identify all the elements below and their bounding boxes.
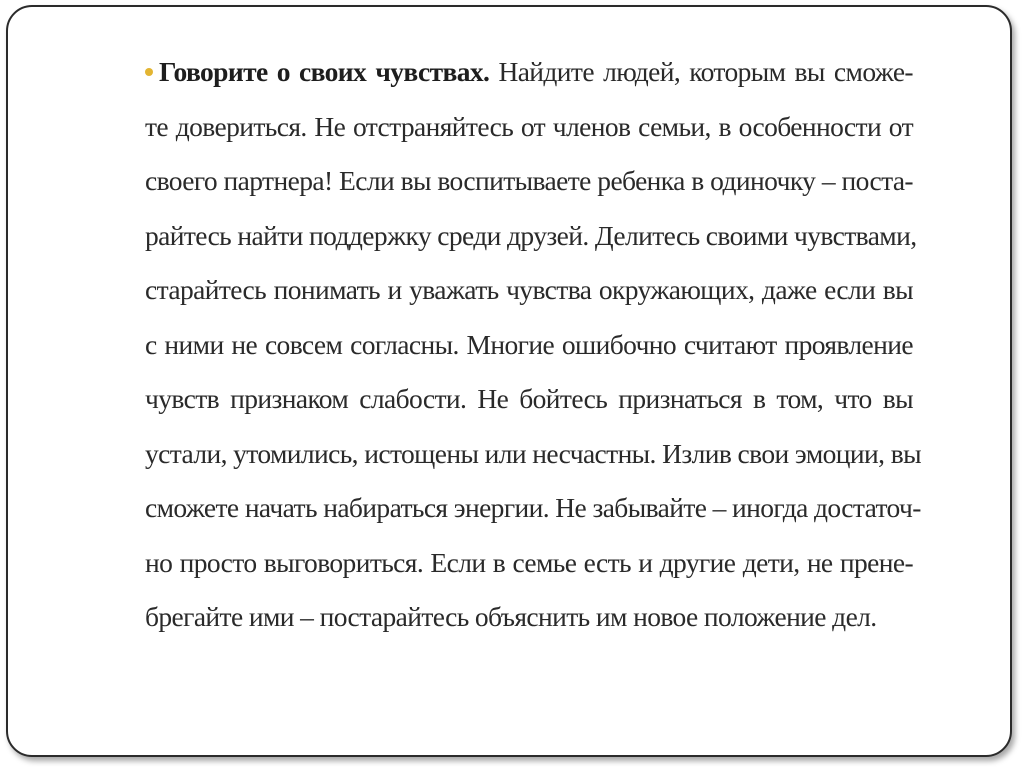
paragraph-line: сможете начать набираться энергии. Не забывайте – иногда достаточ- <box>145 492 921 523</box>
paragraph-line: те довериться. Не отстраняйтесь от членов семьи, в особенности от <box>145 110 913 142</box>
paragraph-line-1-text: Найдите людей, которым вы сможе- <box>498 56 913 87</box>
paragraph-heading: Говорите о своих чувствах. <box>159 56 490 87</box>
paragraph-line: устали, утомились, истощены или несчастны. Излив свои эмоции, вы <box>145 437 921 469</box>
slide-frame <box>6 5 1012 757</box>
paragraph-line: чувств признаком слабости. Не бойтесь признаться в том, что вы <box>145 383 913 414</box>
paragraph-line: своего партнера! Если вы воспитываете ребенка в одиночку – поста- <box>145 165 913 196</box>
paragraph-line: старайтесь понимать и уважать чувства окружающих, даже если вы <box>145 274 913 305</box>
paragraph-line-last: брегайте ими – постарайтесь объяснить им новое положение дел. <box>145 601 877 632</box>
bullet-icon <box>145 68 153 76</box>
paragraph-line: но просто выговориться. Если в семье есть и другие дети, не прене- <box>145 546 913 578</box>
paragraph-line-1 <box>145 45 913 100</box>
paragraph-line: райтесь найти поддержку среди друзей. Делитесь своими чувствами, <box>145 219 917 251</box>
paragraph-line: с ними не совсем согласны. Многие ошибочно считают проявление <box>145 328 913 360</box>
paragraph <box>145 45 921 645</box>
